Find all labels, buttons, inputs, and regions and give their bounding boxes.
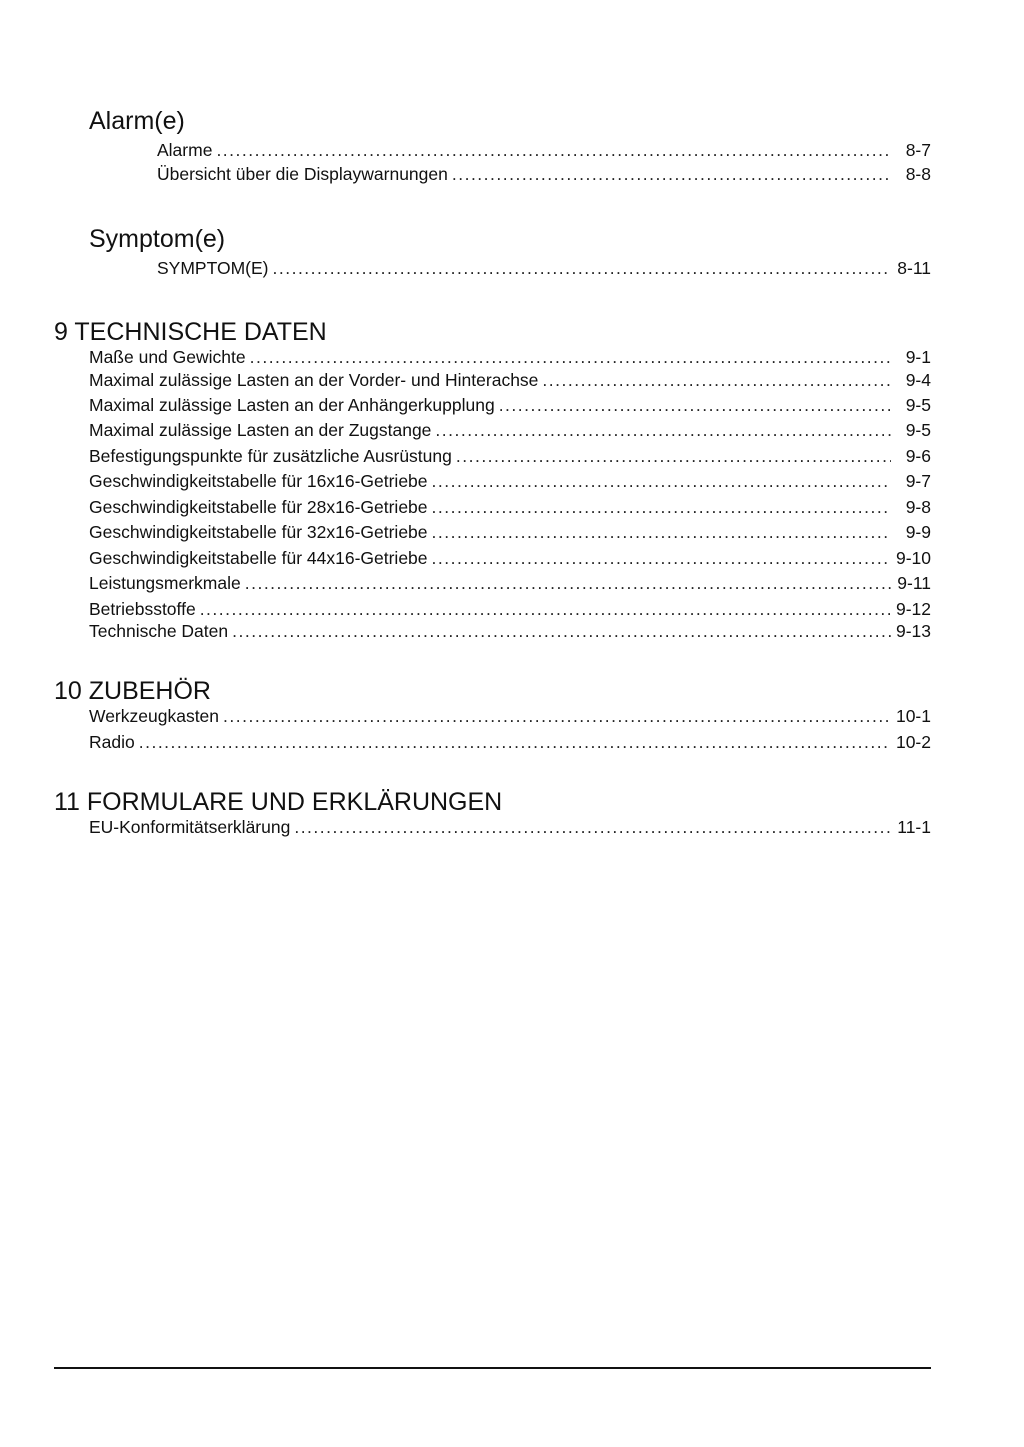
toc-entry-label: Technische Daten xyxy=(89,621,229,641)
toc-entry-page: 11-1 xyxy=(897,817,931,837)
toc-entry-eu-konformitaet[interactable] xyxy=(89,815,931,839)
toc-entry-getriebe-28x16[interactable] xyxy=(89,495,931,519)
dot-leader xyxy=(294,815,891,839)
section-heading-zubehoer: 10 ZUBEHÖR xyxy=(54,677,211,705)
toc-entry-lasten-achse[interactable] xyxy=(89,368,931,392)
toc-entry-alarme[interactable] xyxy=(157,138,931,162)
dot-leader xyxy=(432,520,891,544)
toc-entry-page: 9-7 xyxy=(905,471,931,491)
toc-entry-label: Geschwindigkeitstabelle für 28x16-Getriebe xyxy=(89,497,428,517)
toc-entry-label: Betriebsstoffe xyxy=(89,599,196,619)
dot-leader xyxy=(499,393,891,417)
dot-leader xyxy=(232,619,891,643)
section-heading-symptome: Symptom(e) xyxy=(89,225,226,253)
toc-entry-label: Geschwindigkeitstabelle für 16x16-Getriebe xyxy=(89,471,428,491)
toc-entry-symptome[interactable] xyxy=(157,256,931,280)
dot-leader xyxy=(245,571,891,595)
toc-entry-getriebe-32x16[interactable] xyxy=(89,520,931,544)
toc-entry-page: 9-6 xyxy=(905,446,931,466)
dot-leader xyxy=(139,730,891,754)
dot-leader xyxy=(456,444,891,468)
toc-entry-page: 9-13 xyxy=(895,621,931,641)
toc-entry-label: Maximal zulässige Lasten an der Vorder- und Hinterachse xyxy=(89,370,539,390)
toc-entry-label: Geschwindigkeitstabelle für 44x16-Getriebe xyxy=(89,548,428,568)
toc-entry-displaywarnungen[interactable] xyxy=(157,162,931,186)
toc-entry-label: Geschwindigkeitstabelle für 32x16-Getriebe xyxy=(89,522,428,542)
toc-entry-page: 8-7 xyxy=(905,140,931,160)
toc-entry-page: 9-4 xyxy=(905,370,931,390)
toc-entry-befestigungspunkte[interactable] xyxy=(89,444,931,468)
toc-entry-getriebe-16x16[interactable] xyxy=(89,469,931,493)
toc-entry-page: 10-1 xyxy=(895,706,931,726)
toc-entry-label: Alarme xyxy=(157,140,213,160)
toc-entry-page: 9-11 xyxy=(897,573,931,593)
toc-entry-page: 9-5 xyxy=(905,395,931,415)
dot-leader xyxy=(250,345,891,369)
footer-rule xyxy=(54,1367,931,1369)
toc-entry-radio[interactable] xyxy=(89,730,931,754)
toc-entry-page: 9-5 xyxy=(905,420,931,440)
dot-leader xyxy=(432,546,891,570)
dot-leader xyxy=(216,138,891,162)
dot-leader xyxy=(223,704,891,728)
toc-entry-page: 9-12 xyxy=(895,599,931,619)
dot-leader xyxy=(452,162,891,186)
toc-entry-label: SYMPTOM(E) xyxy=(157,258,269,278)
dot-leader xyxy=(200,597,891,621)
toc-entry-page: 8-8 xyxy=(905,164,931,184)
toc-entry-technische-daten[interactable] xyxy=(89,619,931,643)
toc-entry-page: 10-2 xyxy=(895,732,931,752)
section-heading-formulare: 11 FORMULARE UND ERKLÄRUNGEN xyxy=(54,788,503,816)
toc-entry-label: Werkzeugkasten xyxy=(89,706,220,726)
toc-entry-label: Radio xyxy=(89,732,135,752)
dot-leader xyxy=(435,418,891,442)
toc-entry-page: 8-11 xyxy=(897,258,931,278)
toc-entry-lasten-anhaengerkupplung[interactable] xyxy=(89,393,931,417)
toc-entry-page: 9-1 xyxy=(905,347,931,367)
toc-entry-leistungsmerkmale[interactable] xyxy=(89,571,931,595)
toc-entry-lasten-zugstange[interactable] xyxy=(89,418,931,442)
toc-entry-label: Maße und Gewichte xyxy=(89,347,246,367)
dot-leader xyxy=(432,469,891,493)
section-heading-alarme: Alarm(e) xyxy=(89,107,185,135)
toc-entry-betriebsstoffe[interactable] xyxy=(89,597,931,621)
toc-entry-page: 9-9 xyxy=(905,522,931,542)
toc-entry-label: Maximal zulässige Lasten an der Anhängerkupplung xyxy=(89,395,495,415)
section-heading-technische-daten: 9 TECHNISCHE DATEN xyxy=(54,318,327,346)
dot-leader xyxy=(273,256,892,280)
toc-entry-getriebe-44x16[interactable] xyxy=(89,546,931,570)
dot-leader xyxy=(432,495,891,519)
toc-entry-label: Leistungsmerkmale xyxy=(89,573,241,593)
dot-leader xyxy=(542,368,891,392)
toc-entry-werkzeugkasten[interactable] xyxy=(89,704,931,728)
toc-entry-label: EU-Konformitätserklärung xyxy=(89,817,291,837)
toc-entry-masse-gewichte[interactable] xyxy=(89,345,931,369)
toc-entry-page: 9-8 xyxy=(905,497,931,517)
toc-entry-label: Befestigungspunkte für zusätzliche Ausrüstung xyxy=(89,446,452,466)
toc-entry-label: Übersicht über die Displaywarnungen xyxy=(157,164,448,184)
toc-entry-label: Maximal zulässige Lasten an der Zugstange xyxy=(89,420,432,440)
toc-entry-page: 9-10 xyxy=(895,548,931,568)
